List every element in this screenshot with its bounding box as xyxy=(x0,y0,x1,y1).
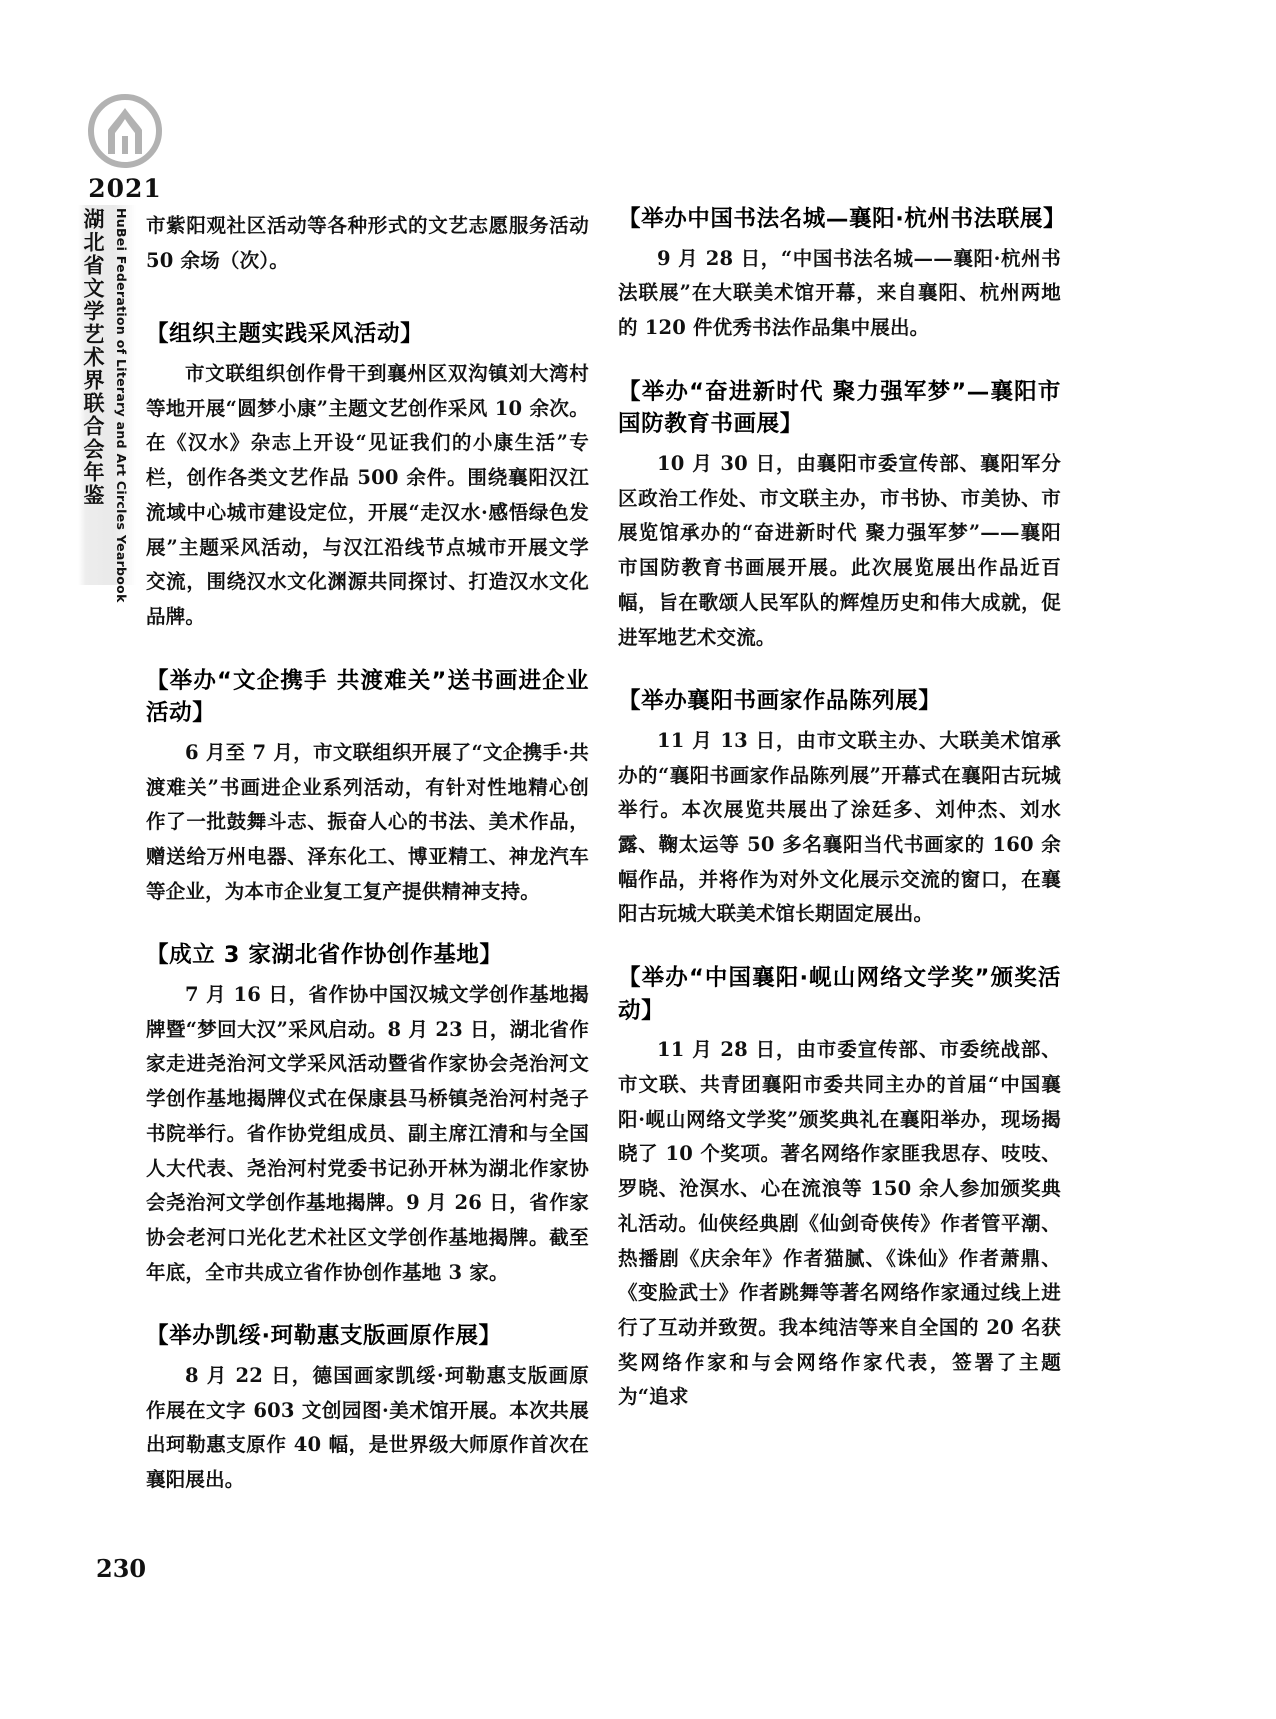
section-block xyxy=(146,665,589,910)
yearbook-year: 2021 xyxy=(88,174,162,203)
section-block xyxy=(618,685,1061,932)
right-column xyxy=(618,203,1067,1417)
section-heading: 【举办凯绥·珂勒惠支版画原作展】 xyxy=(146,1323,502,1350)
section-paragraph: 市文联组织创作骨干到襄州区双沟镇刘大湾村等地开展“圆梦小康”主题文艺创作采风 10 余次。在《汉水》杂志上开设“见证我们的小康生活”专栏，创作各类文艺作品 500 余件。围绕襄阳汉江流域中心城市建设定位，开展“走汉水·感悟绿色发展”主题采风活动，与汉江沿线节点城市开展文学交流，围绕汉水文化渊源共同探讨、打造汉水文化品牌。 xyxy=(146,362,589,628)
section-block xyxy=(618,962,1061,1415)
left-column xyxy=(146,203,589,1500)
section-paragraph: 10 月 30 日，由襄阳市委宣传部、襄阳军分区政治工作处、市文联主办，市书协、市美协、市展览馆承办的“奋进新时代 聚力强军梦”——襄阳市国防教育书画展开展。此次展览展出作品近百幅，旨在歌颂人民军队的辉煌历史和伟大成就，促进军地艺术交流。 xyxy=(618,451,1061,649)
section-heading: 【举办中国书法名城—襄阳·杭州书法联展】 xyxy=(618,206,1067,232)
page-number: 230 xyxy=(96,1554,147,1583)
hubei-federation-emblem-icon xyxy=(86,92,164,170)
section-heading: 【组织主题实践采风活动】 xyxy=(146,321,424,348)
masthead xyxy=(70,92,180,203)
section-block xyxy=(618,203,1067,346)
section-block xyxy=(146,1320,589,1497)
section-paragraph: 7 月 16 日，省作协中国汉城文学创作基地揭牌暨“梦回大汉”采风启动。8 月 23 日，湖北省作家走进尧治河文学采风活动暨省作家协会尧治河文学创作基地揭牌仪式在保康县马桥镇尧治河村尧子书院举行。省作协党组成员、副主席江清和与全国人大代表、尧治河村党委书记孙开林为湖北作家协会尧治河文学创作基地揭牌。9 月 26 日，省作家协会老河口光化艺术社区文学创作基地揭牌。截至年底，全市共成立省作协创作基地 3 家。 xyxy=(146,983,589,1284)
section-paragraph: 9 月 28 日，“中国书法名城——襄阳·杭州书法联展”在大联美术馆开幕，来自襄阳、杭州两地的 120 件优秀书法作品集中展出。 xyxy=(618,246,1061,340)
section-heading: 【举办襄阳书画家作品陈列展】 xyxy=(618,688,942,715)
section-block xyxy=(618,376,1061,655)
section-block xyxy=(146,318,589,634)
sidebar-title-cn: 湖北省文学艺术界联合会年鉴 xyxy=(81,208,106,507)
section-heading: 【举办“文企携手 共渡难关”送书画进企业活动】 xyxy=(146,667,589,727)
sidebar-title-en: HuBei Federation of Literary and Art Circles Yearbook xyxy=(114,208,129,603)
section-heading: 【成立 3 家湖北省作协创作基地】 xyxy=(146,942,503,969)
continued-paragraph: 市紫阳观社区活动等各种形式的文艺志愿服务活动 50 余场（次）。 xyxy=(146,214,589,272)
section-paragraph: 11 月 28 日，由市委宣传部、市委统战部、市文联、共青团襄阳市委共同主办的首届“中国襄阳·岘山网络文学奖”颁奖典礼在襄阳举办，现场揭晓了 10 个奖项。著名网络作家匪我思存、吱吱、罗晓、沧溟水、心在流浪等 150 余人参加颁奖典礼活动。仙侠经典剧《仙剑奇侠传》作者管平潮、热播剧《庆余年》作者猫腻、《诛仙》作者萧鼎、《变脸武士》作者跳舞等著名网络作家通过线上进行了互动并致贺。我本纯洁等来自全国的 20 名获奖网络作家和与会网络作家代表，签署了主题为“追求 xyxy=(618,1038,1061,1409)
section-paragraph: 11 月 13 日，由市文联主办、大联美术馆承办的“襄阳书画家作品陈列展”开幕式在襄阳古玩城举行。本次展览共展出了涂廷多、刘仲杰、刘水露、鞠太运等 50 多名襄阳当代书画家的 160 余幅作品，并将作为对外文化展示交流的窗口，在襄阳古玩城大联美术馆长期固定展出。 xyxy=(618,728,1061,926)
section-block xyxy=(146,939,589,1290)
section-paragraph: 6 月至 7 月，市文联组织开展了“文企携手·共渡难关”书画进企业系列活动，有针对性地精心创作了一批鼓舞斗志、振奋人心的书法、美术作品，赠送给万州电器、泽东化工、博亚精工、神龙汽车等企业，为本市企业复工复产提供精神支持。 xyxy=(146,740,589,903)
section-heading: 【举办“奋进新时代 聚力强军梦”—襄阳市国防教育书画展】 xyxy=(618,378,1061,438)
section-paragraph: 8 月 22 日，德国画家凯绥·珂勒惠支版画原作展在文字 603 文创园图·美术馆开展。本次共展出珂勒惠支原作 40 幅，是世界级大师原作首次在襄阳展出。 xyxy=(146,1364,589,1492)
section-heading: 【举办“中国襄阳·岘山网络文学奖”颁奖活动】 xyxy=(618,965,1061,1024)
